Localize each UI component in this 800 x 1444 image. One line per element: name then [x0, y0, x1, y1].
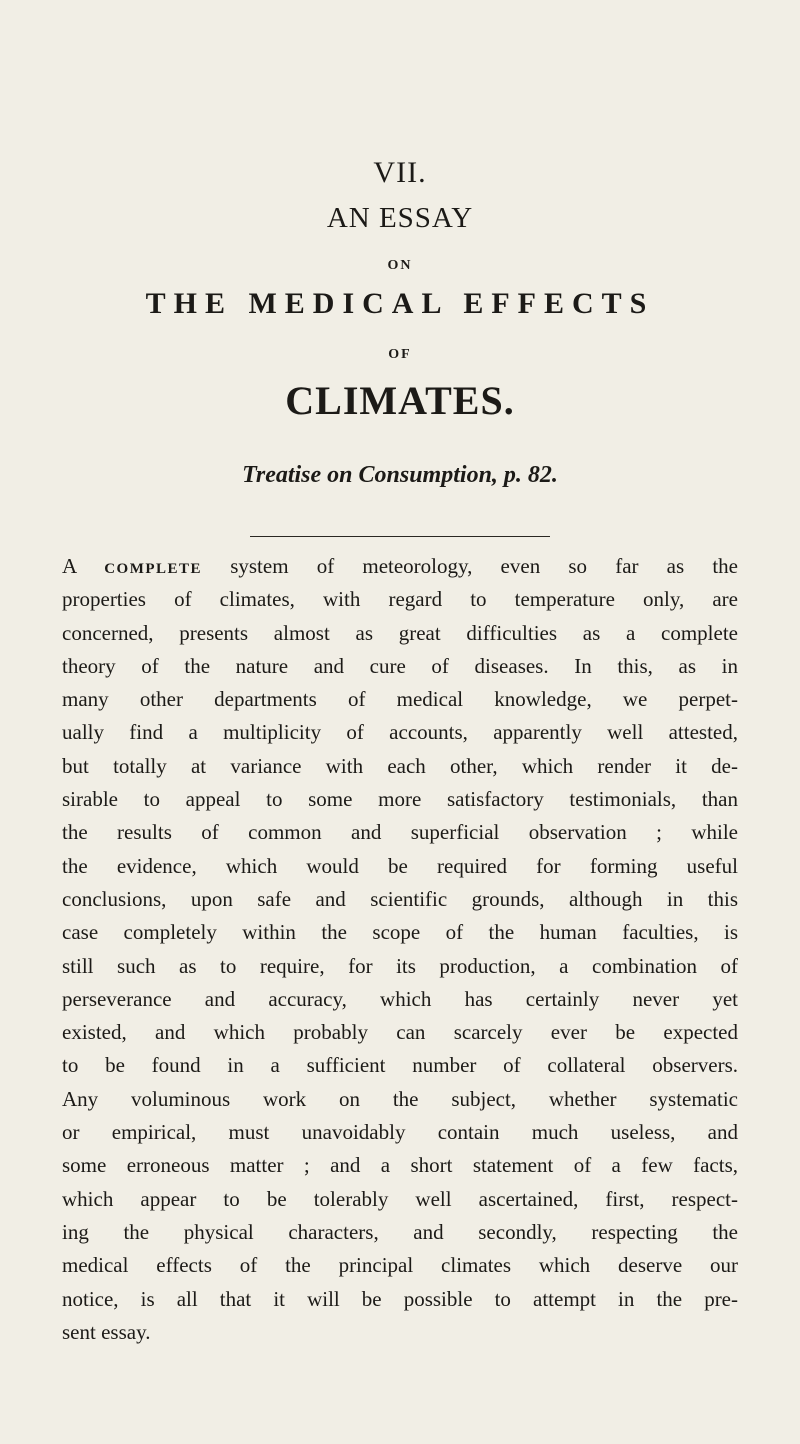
- drop-initial: A: [62, 554, 77, 578]
- paragraph-line: existed, and which probably can scarcely ever be expected: [62, 1020, 738, 1045]
- paragraph-line: medical effects of the principal climates which deserve our: [62, 1253, 738, 1278]
- paragraph-first-line: [62, 550, 738, 583]
- paragraph-line: sirable to appeal to some more satisfactory testimonials, than: [62, 787, 738, 812]
- paragraph-line: Any voluminous work on the subject, whether systematic: [62, 1086, 738, 1111]
- paragraph-line: concerned, presents almost as great difficulties as a complete: [62, 620, 738, 645]
- title-connector-on: ON: [387, 258, 413, 273]
- paragraph-last-line: sent essay.: [62, 1319, 151, 1344]
- source-reference: Treatise on Consumption, p. 82.: [242, 462, 558, 488]
- paragraph-line: ing the physical characters, and secondly, respecting the: [62, 1219, 738, 1244]
- paragraph-line: which appear to be tolerably well ascertained, first, respect-: [62, 1186, 738, 1211]
- paragraph-line: notice, is all that it will be possible to attempt in the pre-: [62, 1286, 738, 1311]
- paragraph-line: properties of climates, with regard to temperature only, are: [62, 587, 738, 612]
- paragraph-line: some erroneous matter ; and a short statement of a few facts,: [62, 1153, 738, 1178]
- essay-paragraph: [62, 550, 738, 1349]
- opening-word: COMPLETE: [104, 561, 203, 577]
- title-connector-of: OF: [388, 347, 412, 362]
- paragraph-line: conclusions, upon safe and scientific grounds, although in this: [62, 886, 738, 911]
- essay-label: AN ESSAY: [326, 202, 474, 234]
- paragraph-line: still such as to require, for its production, a combination of: [62, 953, 738, 978]
- paragraph-line: or empirical, must unavoidably contain much useless, and: [62, 1120, 738, 1145]
- paragraph-line: the results of common and superficial observation ; while: [62, 820, 738, 845]
- essay-subject: THE MEDICAL EFFECTS: [145, 287, 655, 320]
- paragraph-line: to be found in a sufficient number of collateral observers.: [62, 1053, 738, 1078]
- essay-title-climates: CLIMATES.: [285, 378, 515, 423]
- paragraph-line: ually find a multiplicity of accounts, apparently well attested,: [62, 720, 738, 745]
- paragraph-line: the evidence, which would be required for forming useful: [62, 853, 738, 878]
- paragraph-line: theory of the nature and cure of diseases. In this, as in: [62, 653, 738, 678]
- first-line-text: system of meteorology, even so far as the: [230, 554, 739, 578]
- paragraph-line: many other departments of medical knowledge, we perpet-: [62, 687, 738, 712]
- section-divider: [250, 536, 550, 537]
- essay-number: VII.: [373, 156, 427, 189]
- paragraph-line: perseverance and accuracy, which has certainly never yet: [62, 986, 738, 1011]
- paragraph-line: case completely within the scope of the human faculties, is: [62, 920, 738, 945]
- paragraph-line: but totally at variance with each other, which render it de-: [62, 753, 738, 778]
